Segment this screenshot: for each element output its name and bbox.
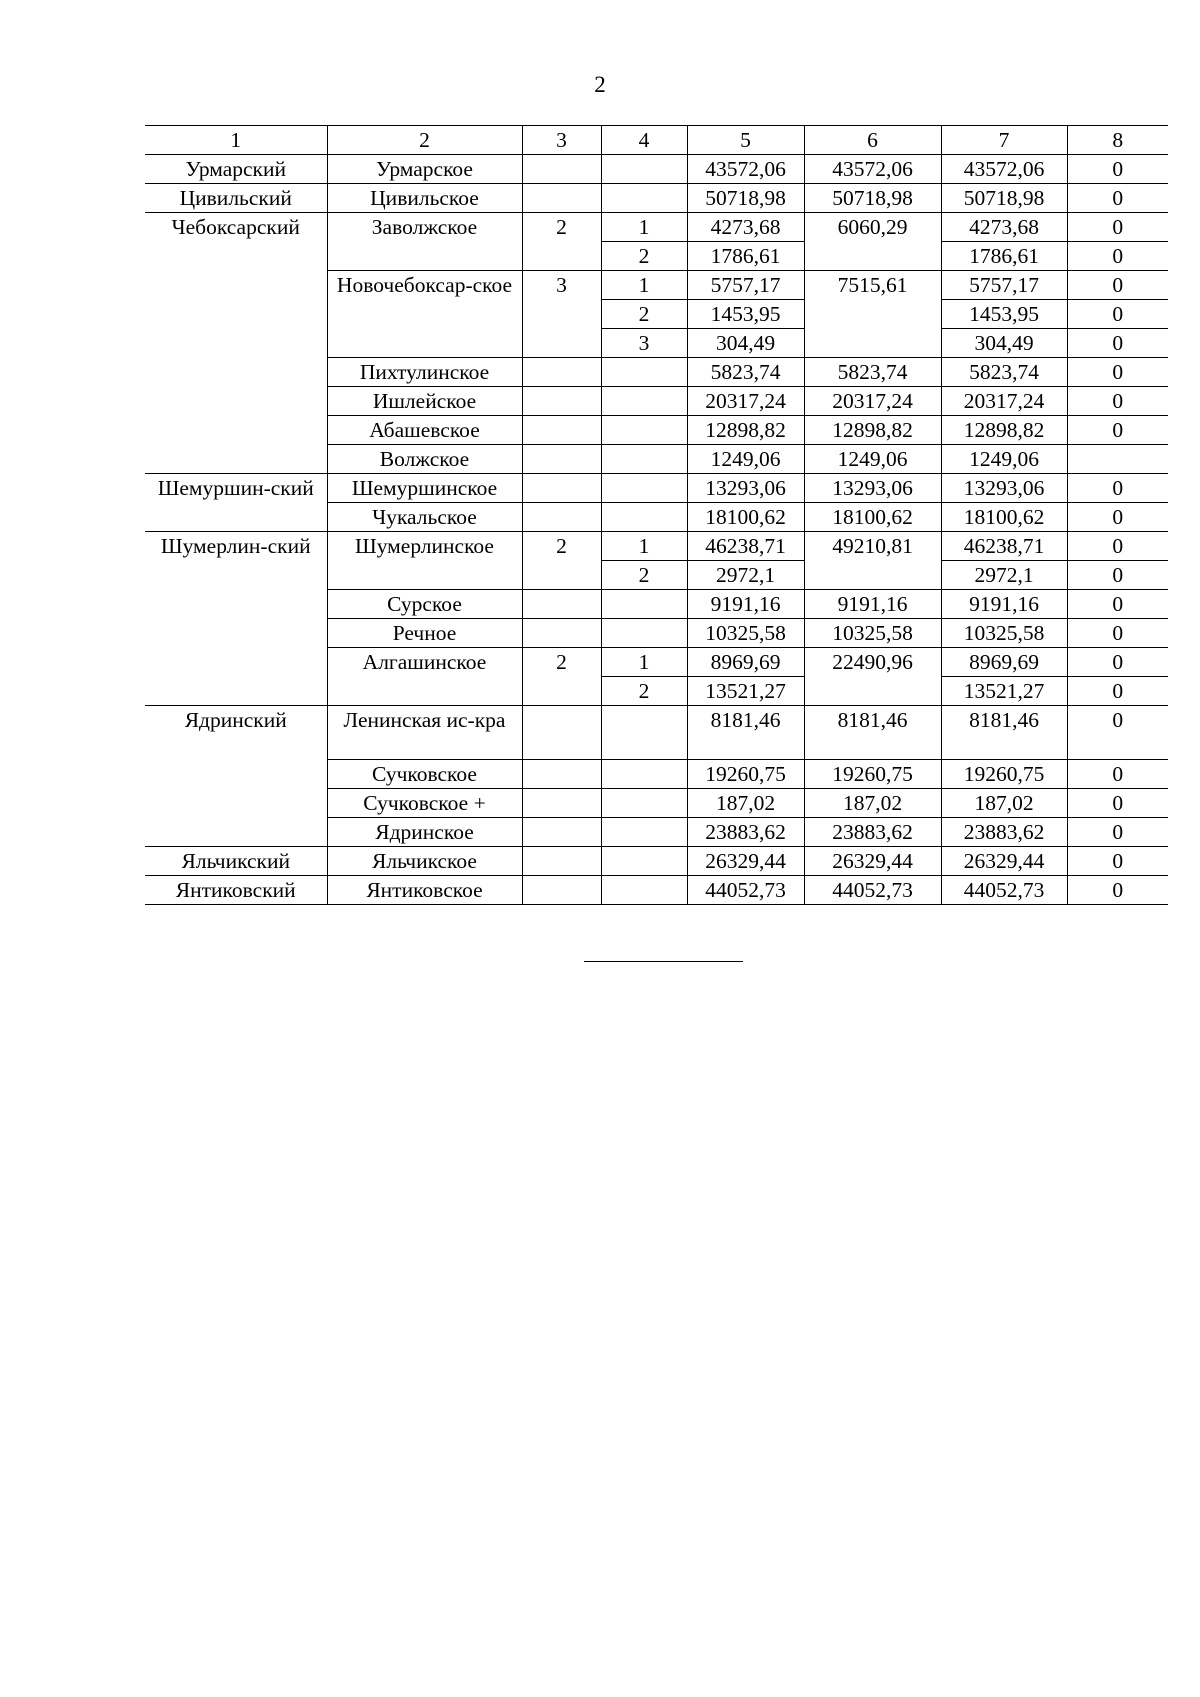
cell-col6: 50718,98 [804, 184, 941, 213]
cell-col4: 2 [601, 561, 687, 590]
cell-col4 [601, 847, 687, 876]
cell-col5: 1786,61 [687, 242, 804, 271]
cell-col4: 1 [601, 271, 687, 300]
page-number: 2 [594, 72, 606, 97]
cell-col4 [601, 789, 687, 818]
cell-col7: 46238,71 [941, 532, 1067, 561]
header-row [145, 126, 1168, 155]
cell-col7: 44052,73 [941, 876, 1067, 905]
cell-col7: 19260,75 [941, 760, 1067, 789]
cell-col3 [522, 847, 601, 876]
cell-col4: 3 [601, 329, 687, 358]
cell-col7: 8969,69 [941, 648, 1067, 677]
cell-col7: 10325,58 [941, 619, 1067, 648]
cell-col6: 10325,58 [804, 619, 941, 648]
cell-district: Янтиковский [145, 876, 327, 905]
cell-col8: 0 [1067, 474, 1168, 503]
cell-col3 [522, 445, 601, 474]
cell-col7: 2972,1 [941, 561, 1067, 590]
cell-col8: 0 [1067, 242, 1168, 271]
cell-col5: 5757,17 [687, 271, 804, 300]
cell-settlement: Алгашинское [327, 648, 522, 706]
cell-col7: 20317,24 [941, 387, 1067, 416]
cell-col4 [601, 706, 687, 760]
cell-col8: 0 [1067, 561, 1168, 590]
cell-col4: 1 [601, 213, 687, 242]
cell-settlement: Урмарское [327, 155, 522, 184]
cell-col8: 0 [1067, 648, 1168, 677]
cell-col6: 22490,96 [804, 648, 941, 706]
cell-col7: 187,02 [941, 789, 1067, 818]
cell-col4: 2 [601, 677, 687, 706]
cell-col7: 8181,46 [941, 706, 1067, 760]
cell-col4 [601, 503, 687, 532]
cell-settlement: Ядринское [327, 818, 522, 847]
cell-col3 [522, 155, 601, 184]
cell-col8: 0 [1067, 532, 1168, 561]
table-row [145, 706, 1168, 760]
cell-col5: 8969,69 [687, 648, 804, 677]
cell-col8: 0 [1067, 818, 1168, 847]
header-cell: 8 [1067, 126, 1168, 155]
cell-district: Урмарский [145, 155, 327, 184]
cell-col8: 0 [1067, 358, 1168, 387]
cell-col5: 187,02 [687, 789, 804, 818]
cell-col8: 0 [1067, 677, 1168, 706]
cell-col8: 0 [1067, 300, 1168, 329]
cell-col6: 20317,24 [804, 387, 941, 416]
cell-col8: 0 [1067, 619, 1168, 648]
header-cell: 6 [804, 126, 941, 155]
cell-col5: 5823,74 [687, 358, 804, 387]
table-row [145, 847, 1168, 876]
cell-col6: 6060,29 [804, 213, 941, 271]
cell-col5: 10325,58 [687, 619, 804, 648]
cell-col8: 0 [1067, 876, 1168, 905]
cell-col7: 1249,06 [941, 445, 1067, 474]
cell-col6: 8181,46 [804, 706, 941, 760]
cell-settlement: Волжское [327, 445, 522, 474]
cell-col7: 43572,06 [941, 155, 1067, 184]
cell-col7: 26329,44 [941, 847, 1067, 876]
cell-col7: 5757,17 [941, 271, 1067, 300]
cell-col5: 44052,73 [687, 876, 804, 905]
cell-col6: 26329,44 [804, 847, 941, 876]
cell-col4 [601, 876, 687, 905]
cell-col4 [601, 760, 687, 789]
cell-col3 [522, 876, 601, 905]
cell-col8 [1067, 445, 1168, 474]
cell-col8: 0 [1067, 760, 1168, 789]
table-row [145, 876, 1168, 905]
cell-col4: 1 [601, 532, 687, 561]
cell-col3 [522, 358, 601, 387]
cell-col6: 44052,73 [804, 876, 941, 905]
cell-col4 [601, 416, 687, 445]
cell-col5: 18100,62 [687, 503, 804, 532]
table-row [145, 474, 1168, 503]
cell-col7: 12898,82 [941, 416, 1067, 445]
cell-col6: 7515,61 [804, 271, 941, 358]
table-row [145, 155, 1168, 184]
cell-settlement: Заволжское [327, 213, 522, 271]
cell-col8: 0 [1067, 503, 1168, 532]
cell-col3: 2 [522, 532, 601, 590]
header-cell: 7 [941, 126, 1067, 155]
cell-settlement: Речное [327, 619, 522, 648]
cell-col4 [601, 474, 687, 503]
cell-col8: 0 [1067, 155, 1168, 184]
cell-col3 [522, 590, 601, 619]
cell-col8: 0 [1067, 387, 1168, 416]
cell-col5: 12898,82 [687, 416, 804, 445]
cell-col4: 1 [601, 648, 687, 677]
cell-col6: 23883,62 [804, 818, 941, 847]
cell-col6: 5823,74 [804, 358, 941, 387]
cell-settlement: Цивильское [327, 184, 522, 213]
cell-col8: 0 [1067, 706, 1168, 760]
cell-col4 [601, 619, 687, 648]
cell-col7: 13293,06 [941, 474, 1067, 503]
header-cell: 1 [145, 126, 327, 155]
cell-col3 [522, 706, 601, 760]
cell-col7: 18100,62 [941, 503, 1067, 532]
cell-col5: 20317,24 [687, 387, 804, 416]
cell-col3 [522, 474, 601, 503]
header-cell: 5 [687, 126, 804, 155]
cell-col4 [601, 387, 687, 416]
cell-settlement: Пихтулинское [327, 358, 522, 387]
cell-col7: 13521,27 [941, 677, 1067, 706]
cell-district: Чебоксарский [145, 213, 327, 474]
cell-col5: 4273,68 [687, 213, 804, 242]
cell-col6: 9191,16 [804, 590, 941, 619]
cell-settlement: Ленинская ис-кра [327, 706, 522, 760]
cell-settlement: Яльчикское [327, 847, 522, 876]
cell-col3 [522, 387, 601, 416]
cell-col3 [522, 789, 601, 818]
cell-district: Цивильский [145, 184, 327, 213]
cell-col5: 13521,27 [687, 677, 804, 706]
cell-col8: 0 [1067, 847, 1168, 876]
cell-col3 [522, 184, 601, 213]
cell-col6: 13293,06 [804, 474, 941, 503]
cell-col3: 2 [522, 648, 601, 706]
cell-col6: 49210,81 [804, 532, 941, 590]
header-cell: 4 [601, 126, 687, 155]
cell-col8: 0 [1067, 590, 1168, 619]
cell-col5: 1249,06 [687, 445, 804, 474]
cell-settlement: Шумерлинское [327, 532, 522, 590]
cell-col4 [601, 445, 687, 474]
cell-col7: 304,49 [941, 329, 1067, 358]
cell-settlement: Чукальское [327, 503, 522, 532]
cell-col7: 50718,98 [941, 184, 1067, 213]
cell-col3 [522, 416, 601, 445]
cell-col7: 1453,95 [941, 300, 1067, 329]
cell-col6: 12898,82 [804, 416, 941, 445]
cell-col5: 9191,16 [687, 590, 804, 619]
end-separator-line [584, 961, 743, 962]
cell-col6: 187,02 [804, 789, 941, 818]
cell-settlement: Новочебоксар-ское [327, 271, 522, 358]
cell-district: Шумерлин-ский [145, 532, 327, 706]
data-table [145, 125, 1168, 905]
cell-col4 [601, 184, 687, 213]
header-cell: 3 [522, 126, 601, 155]
cell-col8: 0 [1067, 329, 1168, 358]
cell-col3 [522, 818, 601, 847]
cell-col5: 23883,62 [687, 818, 804, 847]
cell-settlement: Абашевское [327, 416, 522, 445]
cell-district: Яльчикский [145, 847, 327, 876]
cell-settlement: Янтиковское [327, 876, 522, 905]
cell-col4 [601, 590, 687, 619]
cell-col8: 0 [1067, 789, 1168, 818]
cell-col5: 43572,06 [687, 155, 804, 184]
cell-settlement: Сучковское [327, 760, 522, 789]
table-row [145, 184, 1168, 213]
cell-col8: 0 [1067, 271, 1168, 300]
cell-col3 [522, 619, 601, 648]
cell-col5: 19260,75 [687, 760, 804, 789]
cell-settlement: Шемуршинское [327, 474, 522, 503]
cell-settlement: Сучковское + [327, 789, 522, 818]
cell-col6: 43572,06 [804, 155, 941, 184]
cell-district: Ядринский [145, 706, 327, 847]
cell-col7: 23883,62 [941, 818, 1067, 847]
cell-col5: 1453,95 [687, 300, 804, 329]
cell-col7: 9191,16 [941, 590, 1067, 619]
cell-col3 [522, 760, 601, 789]
table-row [145, 213, 1168, 242]
cell-col5: 304,49 [687, 329, 804, 358]
cell-col4 [601, 155, 687, 184]
cell-col8: 0 [1067, 184, 1168, 213]
cell-col3: 2 [522, 213, 601, 271]
table-row [145, 532, 1168, 561]
cell-settlement: Ишлейское [327, 387, 522, 416]
cell-col7: 1786,61 [941, 242, 1067, 271]
cell-district: Шемуршин-ский [145, 474, 327, 532]
cell-col7: 4273,68 [941, 213, 1067, 242]
cell-col5: 50718,98 [687, 184, 804, 213]
cell-col6: 19260,75 [804, 760, 941, 789]
cell-col3: 3 [522, 271, 601, 358]
cell-col4 [601, 818, 687, 847]
cell-col4: 2 [601, 300, 687, 329]
cell-col5: 26329,44 [687, 847, 804, 876]
cell-col4: 2 [601, 242, 687, 271]
cell-col4 [601, 358, 687, 387]
cell-col5: 2972,1 [687, 561, 804, 590]
cell-col3 [522, 503, 601, 532]
cell-col5: 46238,71 [687, 532, 804, 561]
cell-col8: 0 [1067, 416, 1168, 445]
cell-col7: 5823,74 [941, 358, 1067, 387]
cell-col5: 13293,06 [687, 474, 804, 503]
cell-col5: 8181,46 [687, 706, 804, 760]
cell-settlement: Сурское [327, 590, 522, 619]
cell-col6: 18100,62 [804, 503, 941, 532]
cell-col6: 1249,06 [804, 445, 941, 474]
cell-col8: 0 [1067, 213, 1168, 242]
header-cell: 2 [327, 126, 522, 155]
